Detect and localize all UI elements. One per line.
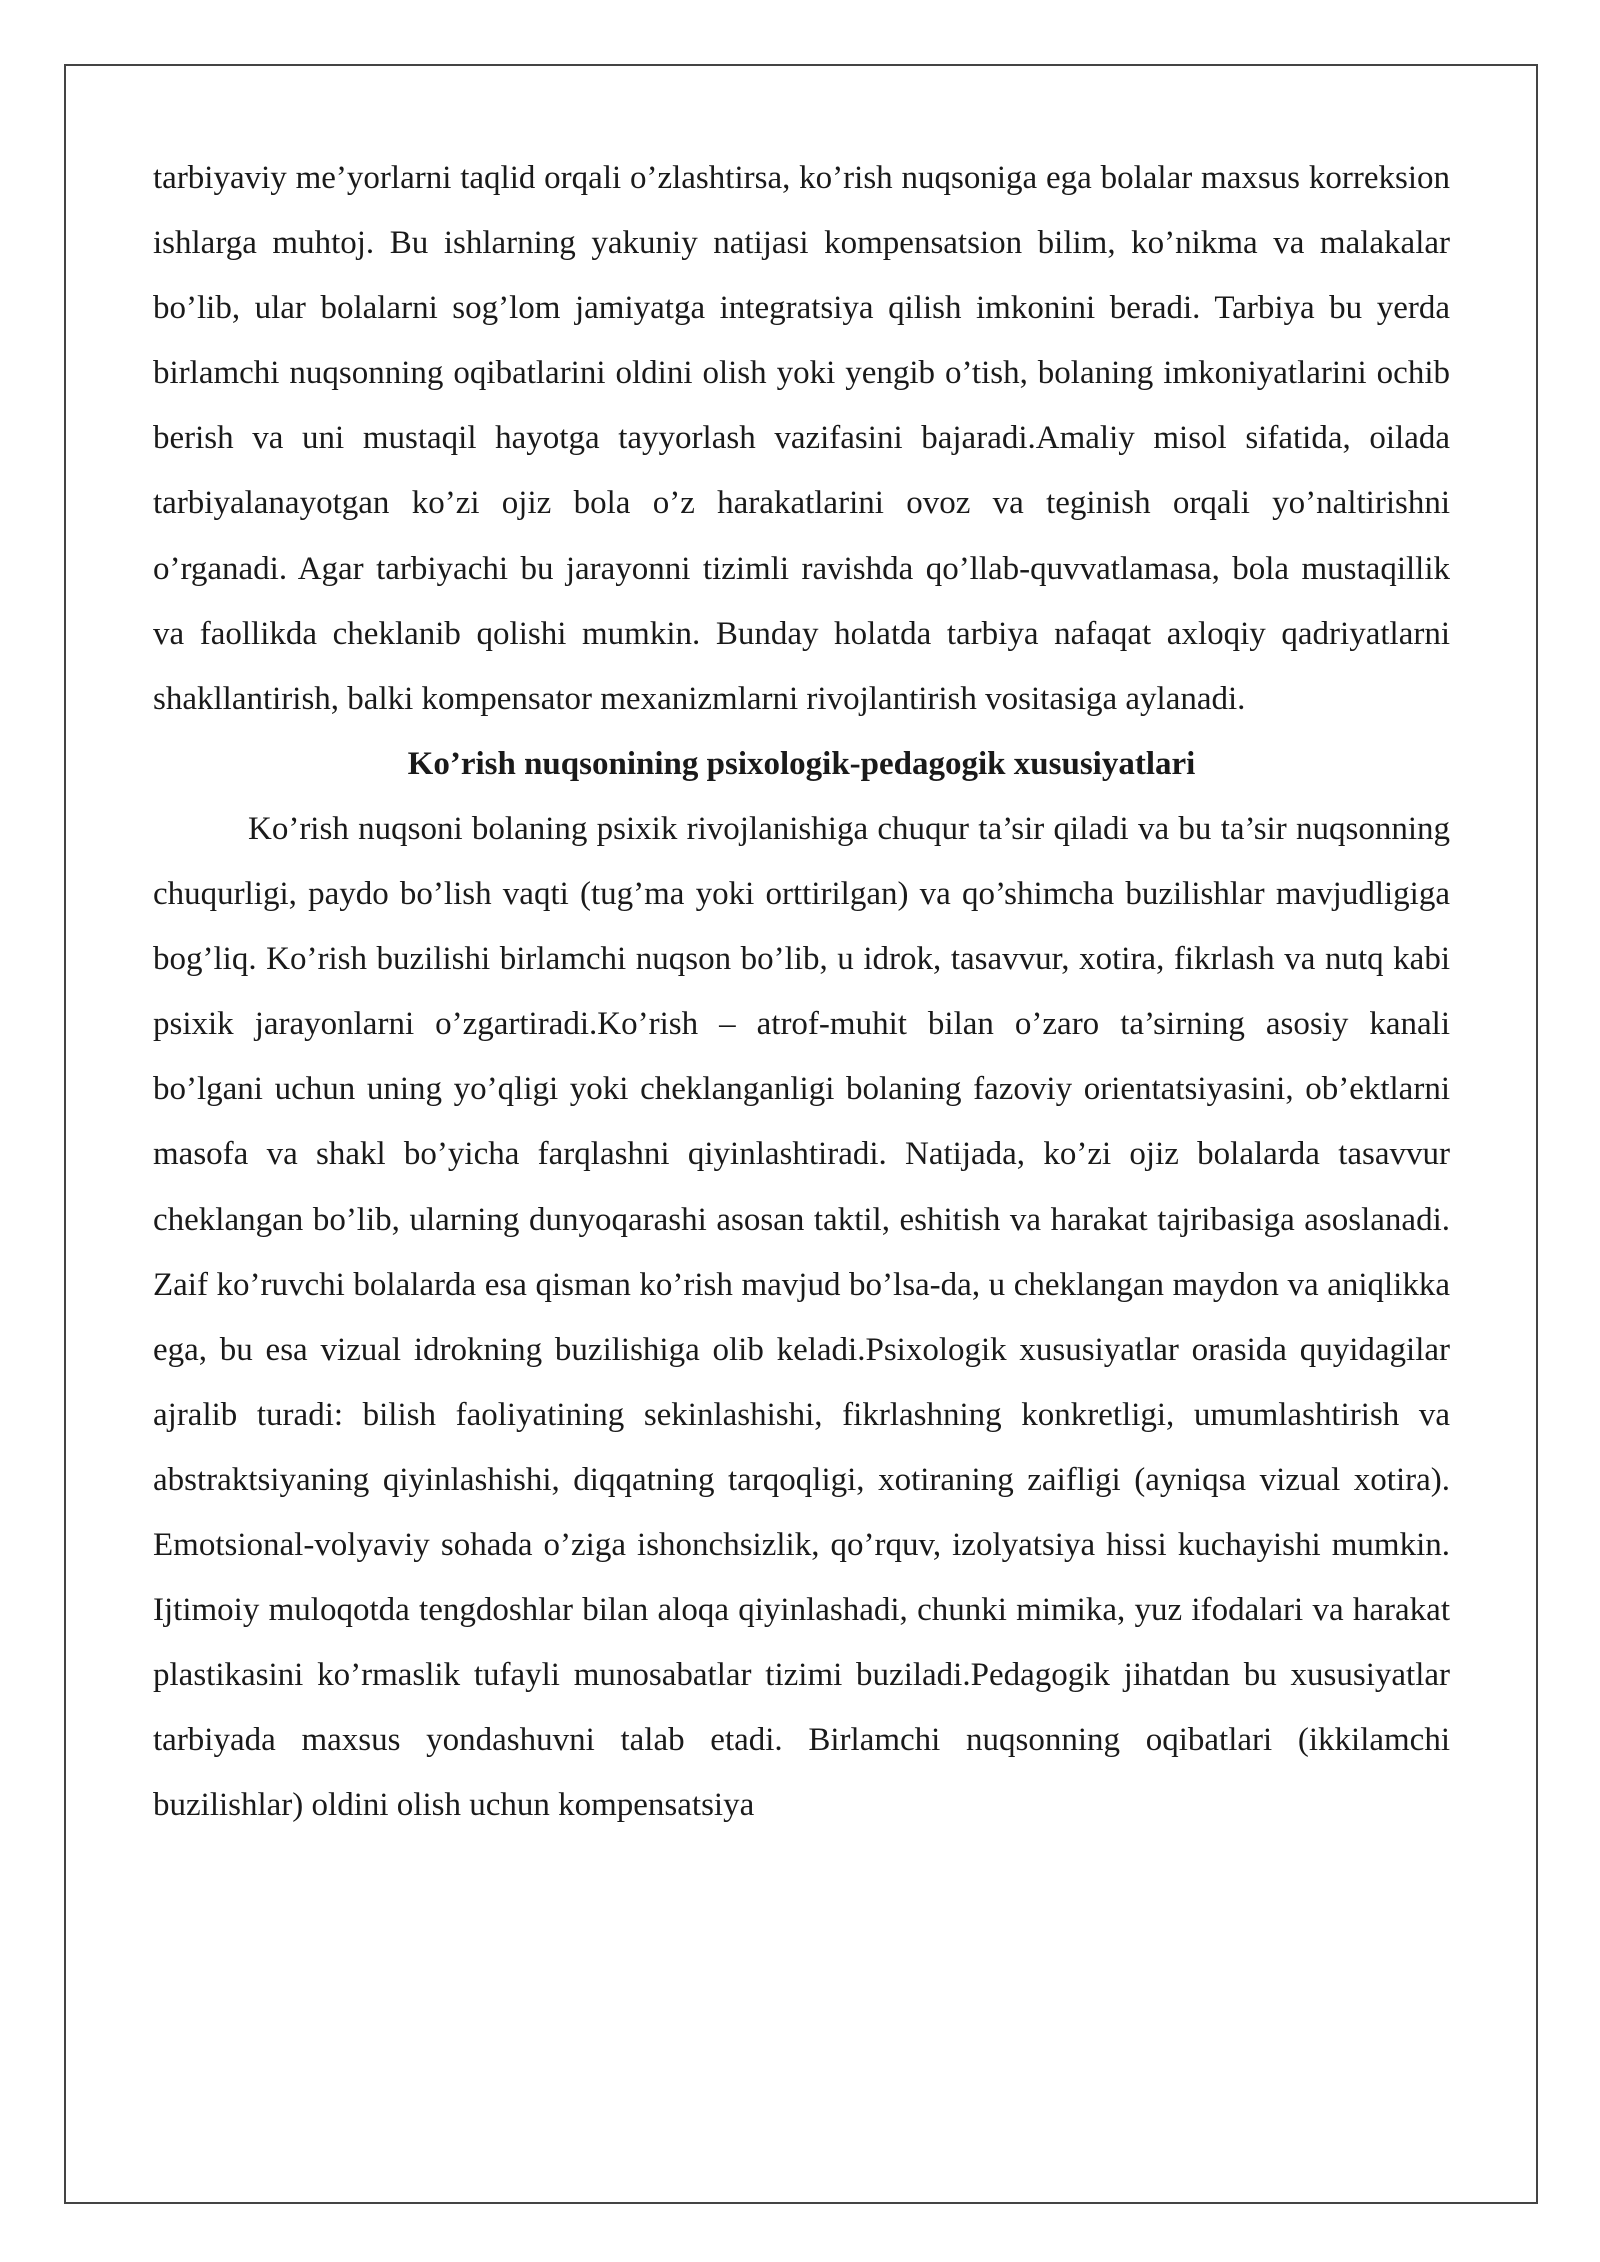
section-heading: Ko’rish nuqsonining psixologik-pedagogik xususiyatlari — [407, 745, 1196, 782]
paragraph-2: Ko’rish nuqsoni bolaning psixik rivojlanishiga chuqur ta’sir qiladi va bu ta’sir nuqsonning chuqurligi, paydo bo’lish vaqti (tug’ma yoki orttirilgan) va qo’shimcha buzilishlar mavjudligiga bog’liq. Ko’rish buzilishi birlamchi nuqson bo’lib, u idrok, tasavvur, xotira, fikrlash va nutq kabi psixik jarayonlarni o’zgartiradi.Ko’rish – atrof-muhit bilan o’zaro ta’sirning asosiy kanali bo’lgani uchun uning yo’qligi yoki cheklanganligi bolaning fazoviy orientatsiyasini, ob’ektlarni masofa va shakl bo’yicha farqlashni qiyinlashtiradi. Natijada, ko’zi ojiz bolalarda tasavvur cheklangan bo’lib, ularning dunyoqarashi asosan taktil, eshitish va harakat tajribasiga asoslanadi. Zaif ko’ruvchi bolalarda esa qisman ko’rish mavjud bo’lsa-da, u cheklangan maydon va aniqlikka ega, bu esa vizual idrokning buzilishiga olib keladi.Psixologik xususiyatlar orasida quyidagilar ajralib turadi: bilish faoliyatining sekinlashishi, fikrlashning konkretligi, umumlashtirish va abstraktsiyaning qiyinlashishi, diqqatning tarqoqligi, xotiraning zaifligi (ayniqsa vizual xotira). Emotsional-volyaviy sohada o’ziga ishonchsizlik, qo’rquv, izolyatsiya hissi kuchayishi mumkin. Ijtimoiy muloqotda tengdoshlar bilan aloqa qiyinlashadi, chunki mimika, yuz ifodalari va harakat plastikasini ko’rmaslik tufayli munosabatlar tizimi buziladi.Pedagogik jihatdan bu xususiyatlar tarbiyada maxsus yondashuvni talab etadi. Birlamchi nuqsonning oqibatlari (ikkilamchi buzilishlar) oldini olish uchun kompensatsiya — [153, 810, 1450, 1824]
document-body — [153, 146, 1450, 1838]
paragraph-1: tarbiyaviy me’yorlarni taqlid orqali o’zlashtirsa, ko’rish nuqsoniga ega bolalar maxsus korreksion ishlarga muhtoj. Bu ishlarning yakuniy natijasi kompensatsion bilim, ko’nikma va malakalar bo’lib, ular bolalarni sog’lom jamiyatga integratsiya qilish imkonini beradi. Tarbiya bu yerda birlamchi nuqsonning oqibatlarini oldini olish yoki yengib o’tish, bolaning imkoniyatlarini ochib berish va uni mustaqil hayotga tayyorlash vazifasini bajaradi.Amaliy misol sifatida, oilada tarbiyalanayotgan ko’zi ojiz bola o’z harakatlarini ovoz va teginish orqali yo’naltirishni o’rganadi. Agar tarbiyachi bu jarayonni tizimli ravishda qo’llab-quvvatlamasa, bola mustaqillik va faollikda cheklanib qolishi mumkin. Bunday holatda tarbiya nafaqat axloqiy qadriyatlarni shakllantirish, balki kompensator mexanizmlarni rivojlantirish vositasiga aylanadi. — [153, 160, 1450, 717]
